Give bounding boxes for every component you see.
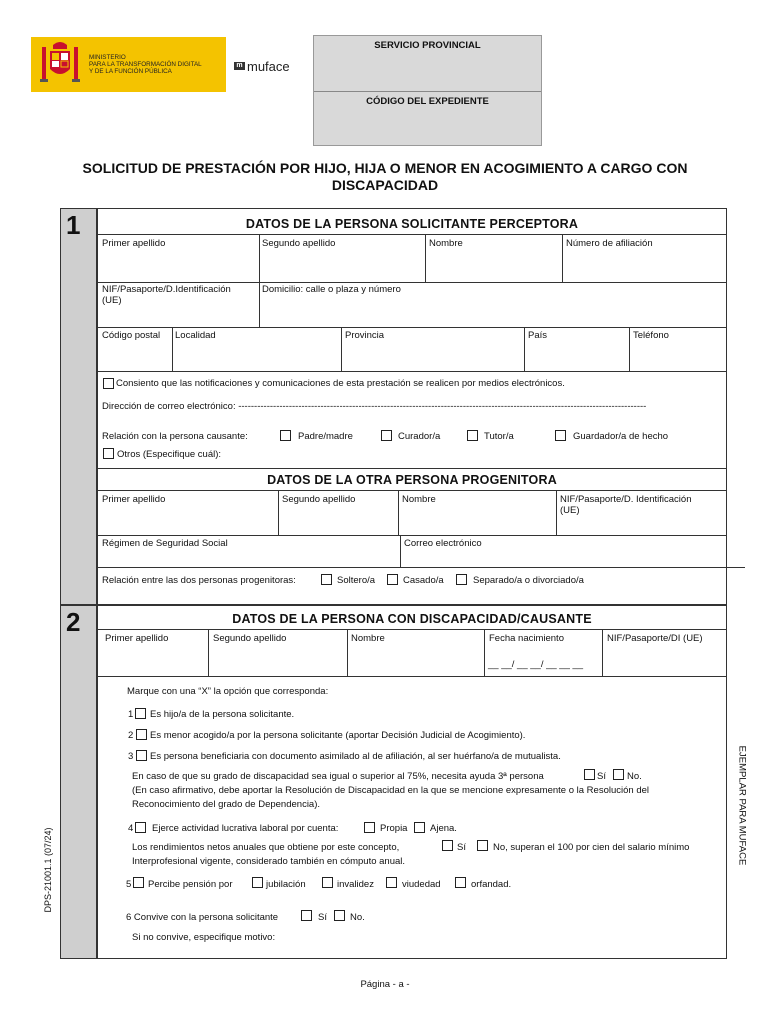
field-nif-ue: (UE) bbox=[102, 295, 122, 306]
opt6-reason-field[interactable]: Si no convive, especifique motivo: bbox=[132, 932, 276, 943]
causante-fecha-input[interactable]: __ __/ __ __/ __ __ __ bbox=[488, 659, 584, 670]
section1-number: 1 bbox=[66, 210, 81, 240]
opt4-propia-checkbox[interactable] bbox=[364, 822, 375, 833]
help-note-line2: Reconocimiento del grado de Dependencia). bbox=[132, 799, 321, 810]
opt5-invalidez-label: invalidez bbox=[337, 879, 374, 890]
opt3-label: Es persona beneficiaria con documento asimilado al de afiliación, al ser huérfano/a de mutualista. bbox=[150, 751, 561, 762]
opt1-checkbox[interactable] bbox=[135, 708, 146, 719]
field-pais[interactable]: País bbox=[528, 330, 548, 341]
other-nif-ue: (UE) bbox=[560, 505, 580, 516]
opt2-label: Es menor acogido/a por la persona solicitante (aportar Decisión Judicial de Acogimiento). bbox=[150, 730, 526, 741]
income-yes-checkbox[interactable] bbox=[442, 840, 453, 851]
opt5-label: Percibe pensión por bbox=[148, 879, 233, 890]
causante-fecha-nacimiento[interactable]: Fecha nacimiento bbox=[489, 633, 564, 644]
income-no-checkbox[interactable] bbox=[477, 840, 488, 851]
field-telefono[interactable]: Teléfono bbox=[633, 330, 669, 341]
opt4-label: Ejerce actividad lucrativa laboral por cuenta: bbox=[152, 823, 339, 834]
form-title-line1: SOLICITUD DE PRESTACIÓN POR HIJO, HIJA O MENOR EN ACOGIMIENTO A CARGO CON bbox=[82, 160, 688, 176]
opt3-checkbox[interactable] bbox=[136, 750, 147, 761]
consent-label: Consiento que las notificaciones y comunicaciones de esta prestación se realicen por medios electrónicos. bbox=[116, 378, 565, 389]
section1-title: DATOS DE LA PERSONA SOLICITANTE PERCEPTORA bbox=[245, 217, 579, 231]
help-note-line1: (En caso afirmativo, debe aportar la Resolución de Discapacidad en la que se mencione expresamente o la Resolución del bbox=[132, 785, 649, 796]
relation-otros-checkbox[interactable] bbox=[103, 448, 114, 459]
instruction-text: Marque con una “X” la opción que corresponda: bbox=[127, 686, 329, 697]
parents-casado-label: Casado/a bbox=[403, 575, 444, 586]
ministry-name bbox=[89, 54, 202, 75]
help-question: En caso de que su grado de discapacidad sea igual o superior al 75%, necesita ayuda 3ª persona bbox=[132, 771, 544, 782]
other-nif[interactable]: NIF/Pasaporte/D. Identificación bbox=[560, 494, 692, 505]
section2-title: DATOS DE LA PERSONA CON DISCAPACIDAD/CAUSANTE bbox=[232, 612, 592, 626]
opt5-jubilacion-checkbox[interactable] bbox=[252, 877, 263, 888]
parents-separado-checkbox[interactable] bbox=[456, 574, 467, 585]
opt4-checkbox[interactable] bbox=[135, 822, 146, 833]
help-yes-checkbox[interactable] bbox=[584, 769, 595, 780]
field-segundo-apellido[interactable]: Segundo apellido bbox=[262, 238, 336, 249]
parents-separado-label: Separado/a o divorciado/a bbox=[473, 575, 584, 586]
parents-casado-checkbox[interactable] bbox=[387, 574, 398, 585]
opt3-number: 3 bbox=[128, 751, 134, 762]
field-nombre[interactable]: Nombre bbox=[429, 238, 463, 249]
muface-m-icon: m bbox=[234, 62, 245, 70]
causante-segundo-apellido[interactable]: Segundo apellido bbox=[213, 633, 287, 644]
opt2-checkbox[interactable] bbox=[136, 729, 147, 740]
ministry-line: MINISTERIO bbox=[89, 54, 126, 61]
parents-soltero-label: Soltero/a bbox=[337, 575, 376, 586]
opt6-yes-checkbox[interactable] bbox=[301, 910, 312, 921]
relation-label: Relación con la persona causante: bbox=[102, 431, 248, 442]
parents-relation-label: Relación entre las dos personas progenitoras: bbox=[102, 575, 296, 586]
ministry-line: Y DE LA FUNCIÓN PÚBLICA bbox=[89, 68, 172, 75]
muface-logo bbox=[226, 37, 300, 92]
relation-guardador-checkbox[interactable] bbox=[555, 430, 566, 441]
relation-padre-label: Padre/madre bbox=[298, 431, 353, 442]
opt5-invalidez-checkbox[interactable] bbox=[322, 877, 333, 888]
field-domicilio[interactable]: Domicilio: calle o plaza y número bbox=[262, 284, 401, 295]
relation-curador-label: Curador/a bbox=[398, 431, 441, 442]
opt1-number: 1 bbox=[128, 709, 134, 720]
help-yes-label: Sí bbox=[597, 771, 606, 782]
opt6-no-label: No. bbox=[350, 912, 365, 923]
servicio-provincial-label: SERVICIO PROVINCIAL bbox=[374, 40, 481, 51]
field-nif[interactable]: NIF/Pasaporte/D.Identificación bbox=[102, 284, 231, 295]
copy-label: EJEMPLAR PARA MUFACE bbox=[736, 745, 748, 866]
opt6-yes-label: Sí bbox=[318, 912, 327, 923]
relation-otros-label: Otros (Especifique cuál): bbox=[117, 449, 222, 460]
parents-soltero-checkbox[interactable] bbox=[321, 574, 332, 585]
servicio-provincial-box bbox=[313, 35, 542, 146]
field-codigo-postal[interactable]: Código postal bbox=[102, 330, 161, 341]
causante-primer-apellido[interactable]: Primer apellido bbox=[105, 633, 169, 644]
relation-padre-checkbox[interactable] bbox=[280, 430, 291, 441]
opt5-viudedad-label: viudedad bbox=[402, 879, 441, 890]
form-title-line2: DISCAPACIDAD bbox=[331, 177, 439, 193]
relation-curador-checkbox[interactable] bbox=[381, 430, 392, 441]
form-title bbox=[0, 160, 770, 194]
causante-nif[interactable]: NIF/Pasaporte/DI (UE) bbox=[607, 633, 703, 644]
opt6-no-checkbox[interactable] bbox=[334, 910, 345, 921]
opt5-jubilacion-label: jubilación bbox=[266, 879, 306, 890]
coat-of-arms-icon bbox=[38, 41, 82, 87]
email-field[interactable]: Dirección de correo electrónico: --------------------------------------------------------------------------------------------------------------------------------- bbox=[102, 401, 647, 412]
income-no-label: No, superan el 100 por cien del salario mínimo bbox=[493, 842, 690, 853]
other-correo[interactable]: Correo electrónico bbox=[404, 538, 482, 549]
opt4-ajena-label: Ajena. bbox=[430, 823, 457, 834]
relation-tutor-checkbox[interactable] bbox=[467, 430, 478, 441]
ministry-logo bbox=[31, 37, 226, 92]
opt6-label: 6 Convive con la persona solicitante bbox=[126, 912, 279, 923]
opt4-propia-label: Propia bbox=[380, 823, 408, 834]
muface-logo-text: muface bbox=[247, 59, 290, 74]
other-parent-title: DATOS DE LA OTRA PERSONA PROGENITORA bbox=[267, 473, 557, 487]
opt1-label: Es hijo/a de la persona solicitante. bbox=[150, 709, 295, 720]
section2-number-strip bbox=[60, 605, 97, 959]
page-number: Página - a - bbox=[360, 979, 410, 990]
opt4-number: 4 bbox=[128, 823, 134, 834]
opt5-number: 5 bbox=[126, 879, 132, 890]
codigo-expediente-label: CÓDIGO DEL EXPEDIENTE bbox=[366, 96, 489, 107]
opt5-viudedad-checkbox[interactable] bbox=[386, 877, 397, 888]
field-numero-afiliacion[interactable]: Número de afiliación bbox=[566, 238, 653, 249]
opt4-ajena-checkbox[interactable] bbox=[414, 822, 425, 833]
help-no-checkbox[interactable] bbox=[613, 769, 624, 780]
form-code: DPS-21001.1 (07/24) bbox=[43, 827, 53, 913]
field-localidad[interactable]: Localidad bbox=[175, 330, 216, 341]
field-provincia[interactable]: Provincia bbox=[345, 330, 385, 341]
opt2-number: 2 bbox=[128, 730, 134, 741]
income-line2: Interprofesional vigente, considerado también en cómputo anual. bbox=[132, 856, 406, 867]
opt5-orfandad-label: orfandad. bbox=[471, 879, 512, 890]
other-nombre[interactable]: Nombre bbox=[402, 494, 436, 505]
section2-number: 2 bbox=[66, 607, 81, 637]
income-yes-label: Sí bbox=[457, 842, 466, 853]
relation-guardador-label: Guardador/a de hecho bbox=[573, 431, 669, 442]
help-no-label: No. bbox=[627, 771, 642, 782]
other-segundo-apellido[interactable]: Segundo apellido bbox=[282, 494, 356, 505]
income-line1: Los rendimientos netos anuales que obtiene por este concepto, bbox=[132, 842, 400, 853]
causante-nombre[interactable]: Nombre bbox=[351, 633, 385, 644]
relation-tutor-label: Tutor/a bbox=[484, 431, 514, 442]
other-regimen[interactable]: Régimen de Seguridad Social bbox=[102, 538, 228, 549]
section2-box bbox=[97, 605, 727, 959]
consent-checkbox[interactable] bbox=[103, 378, 114, 389]
section1-number-strip bbox=[60, 208, 97, 605]
opt5-orfandad-checkbox[interactable] bbox=[455, 877, 466, 888]
ministry-line: PARA LA TRANSFORMACIÓN DIGITAL bbox=[89, 61, 202, 68]
other-primer-apellido[interactable]: Primer apellido bbox=[102, 494, 166, 505]
opt5-checkbox[interactable] bbox=[133, 877, 144, 888]
field-primer-apellido[interactable]: Primer apellido bbox=[102, 238, 166, 249]
